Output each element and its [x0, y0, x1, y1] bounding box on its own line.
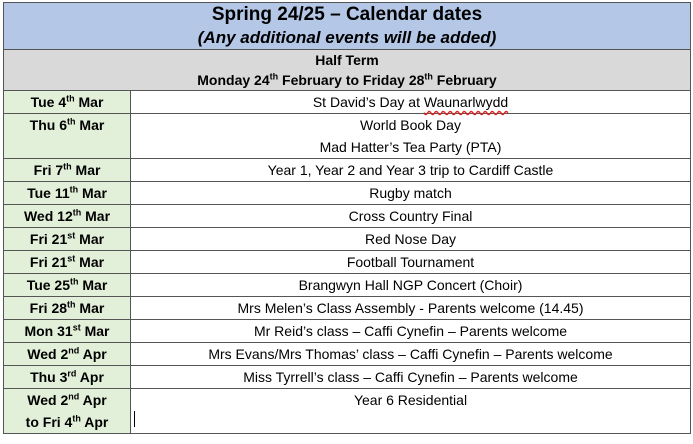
- event-text: [133, 136, 688, 158]
- date-text: [6, 228, 128, 250]
- event-label: World Book Day: [360, 117, 461, 133]
- page-title: Spring 24/25 – Calendar dates: [211, 4, 483, 25]
- date-month: Mar: [75, 254, 105, 270]
- event-text: [133, 274, 688, 296]
- event-label: Year 6 Residential: [353, 392, 468, 408]
- event-text: [133, 182, 688, 204]
- event-text: [133, 366, 688, 388]
- date-suffix: st: [67, 230, 76, 241]
- half-term-start: Monday 24: [197, 72, 270, 88]
- date-cell: [4, 251, 131, 274]
- date-day: Thu 6: [29, 117, 68, 133]
- event-text: [133, 389, 688, 427]
- event-cell: [131, 182, 691, 205]
- event-cell: [131, 205, 691, 228]
- date-text: [6, 411, 128, 433]
- date-day: Fri 7: [33, 162, 64, 178]
- date-month: Apr: [79, 346, 107, 362]
- event-text: [133, 251, 688, 273]
- date-day: Fri 28: [29, 300, 68, 316]
- half-term-start-suffix: th: [269, 71, 279, 82]
- text-cursor: [134, 411, 135, 427]
- table-row: [4, 205, 691, 228]
- table-row: [4, 114, 691, 159]
- event-text-main: St David’s Day at: [312, 94, 424, 110]
- date-text: [6, 251, 128, 273]
- event-label: Mrs Melen’s Class Assembly - Parents welcome (14.45): [237, 300, 584, 316]
- date-cell: [4, 297, 131, 320]
- title-cell: [4, 3, 691, 50]
- date-day: Tue 25: [26, 277, 70, 293]
- table-row: [4, 297, 691, 320]
- date-cell: [4, 91, 131, 114]
- event-label: Rugby match: [369, 185, 452, 201]
- date-day: Thu 3: [30, 369, 68, 385]
- title-row: [4, 3, 691, 50]
- event-text: [133, 343, 688, 365]
- event-text: [133, 297, 688, 319]
- date-month: Apr: [79, 392, 107, 408]
- date-text: [6, 91, 128, 113]
- event-cell: [131, 91, 691, 114]
- event-cell: [131, 343, 691, 366]
- event-cell: [131, 228, 691, 251]
- half-term-label: Half Term: [315, 52, 379, 68]
- half-term-end: February: [432, 72, 497, 88]
- date-cell: [4, 320, 131, 343]
- event-label: Miss Tyrrell’s class – Caffi Cynefin – Parents welcome: [243, 369, 578, 385]
- table-row: [4, 91, 691, 114]
- table-row: [4, 182, 691, 205]
- date-text: [6, 159, 128, 181]
- event-text: [133, 159, 688, 181]
- date-suffix: nd: [68, 345, 80, 356]
- date-text: [6, 114, 128, 136]
- date-cell: [4, 114, 131, 159]
- event-text: [133, 320, 688, 342]
- date-suffix: th: [67, 299, 76, 310]
- date-cell: [4, 274, 131, 297]
- date-cell: [4, 389, 131, 434]
- date-text: [6, 389, 128, 411]
- date-cell: [4, 182, 131, 205]
- event-label: Football Tournament: [346, 254, 475, 270]
- date-cell: [4, 366, 131, 389]
- event-cell: [131, 159, 691, 182]
- date-suffix: nd: [68, 391, 80, 402]
- event-cell: [131, 251, 691, 274]
- table-row: [4, 251, 691, 274]
- table-row: [4, 366, 691, 389]
- date-cell: [4, 228, 131, 251]
- half-term-cell: [4, 50, 691, 91]
- date-suffix: th: [70, 276, 79, 287]
- date-month: Mar: [75, 231, 105, 247]
- date-day: Fri 21: [29, 254, 68, 270]
- event-cell: [131, 297, 691, 320]
- date-day: Tue 4: [30, 94, 67, 110]
- calendar-table: [3, 2, 691, 434]
- date-suffix: st: [72, 322, 81, 333]
- date-suffix: st: [67, 253, 76, 264]
- date-text: [6, 366, 128, 388]
- table-row: [4, 228, 691, 251]
- date-suffix: th: [72, 207, 82, 218]
- date-month: Mar: [80, 323, 110, 339]
- date-day: Fri 21: [29, 231, 68, 247]
- date-day: Mon 31: [24, 323, 73, 339]
- date-day: Wed 2: [27, 392, 69, 408]
- event-text: [133, 91, 688, 113]
- event-text: [133, 114, 688, 136]
- date-text: [6, 297, 128, 319]
- event-text: [133, 205, 688, 227]
- event-cell: [131, 366, 691, 389]
- date-month: Apr: [76, 369, 104, 385]
- half-term-row: [4, 50, 691, 91]
- table-row: [4, 159, 691, 182]
- table-row: [4, 389, 691, 434]
- event-cell: [131, 389, 691, 434]
- half-term-end-suffix: th: [424, 71, 433, 82]
- date-suffix: th: [72, 413, 81, 424]
- date-suffix: th: [66, 93, 75, 104]
- date-text: [6, 274, 128, 296]
- date-day: Wed 2: [27, 346, 69, 362]
- date-suffix: th: [63, 161, 72, 172]
- date-cell: [4, 159, 131, 182]
- event-label: Mrs Evans/Mrs Thomas’ class – Caffi Cynefin – Parents welcome: [208, 346, 613, 362]
- date-day: Wed 12: [23, 208, 73, 224]
- event-cell: [131, 114, 691, 159]
- event-label: Cross Country Final: [348, 208, 473, 224]
- date-month: Mar: [78, 277, 108, 293]
- date-suffix: th: [67, 116, 76, 127]
- table-row: [4, 320, 691, 343]
- half-term-dates: [6, 70, 688, 90]
- date-text: [6, 205, 128, 227]
- event-cell: [131, 320, 691, 343]
- date-day: to Fri 4: [25, 414, 73, 430]
- date-month: Mar: [74, 94, 104, 110]
- date-cell: [4, 343, 131, 366]
- date-month: Mar: [78, 185, 107, 201]
- date-month: Mar: [75, 300, 105, 316]
- table-row: [4, 343, 691, 366]
- date-month: Mar: [75, 117, 105, 133]
- page-subtitle: (Any additional events will be added): [197, 28, 497, 47]
- event-label: Mr Reid’s class – Caffi Cynefin – Parents welcome: [253, 323, 568, 339]
- date-month: Mar: [81, 208, 111, 224]
- date-month: Mar: [71, 162, 101, 178]
- date-cell: [4, 205, 131, 228]
- half-term-middle: February to Friday 28: [278, 72, 425, 88]
- table-row: [4, 274, 691, 297]
- event-cell: [131, 274, 691, 297]
- date-text: [6, 343, 128, 365]
- event-label: Mad Hatter’s Tea Party (PTA): [319, 139, 502, 155]
- event-label: Brangwyn Hall NGP Concert (Choir): [298, 277, 523, 293]
- date-day: Tue 11: [27, 185, 70, 201]
- spellcheck-word: Waunarlwydd: [423, 94, 509, 110]
- date-month: Apr: [80, 414, 109, 430]
- date-text: [6, 320, 128, 342]
- date-suffix: rd: [67, 368, 77, 379]
- date-suffix: th: [69, 184, 79, 195]
- event-label: Red Nose Day: [364, 231, 457, 247]
- event-label: Year 1, Year 2 and Year 3 trip to Cardiff Castle: [267, 162, 554, 178]
- date-text: [6, 182, 128, 204]
- event-text: [133, 228, 688, 250]
